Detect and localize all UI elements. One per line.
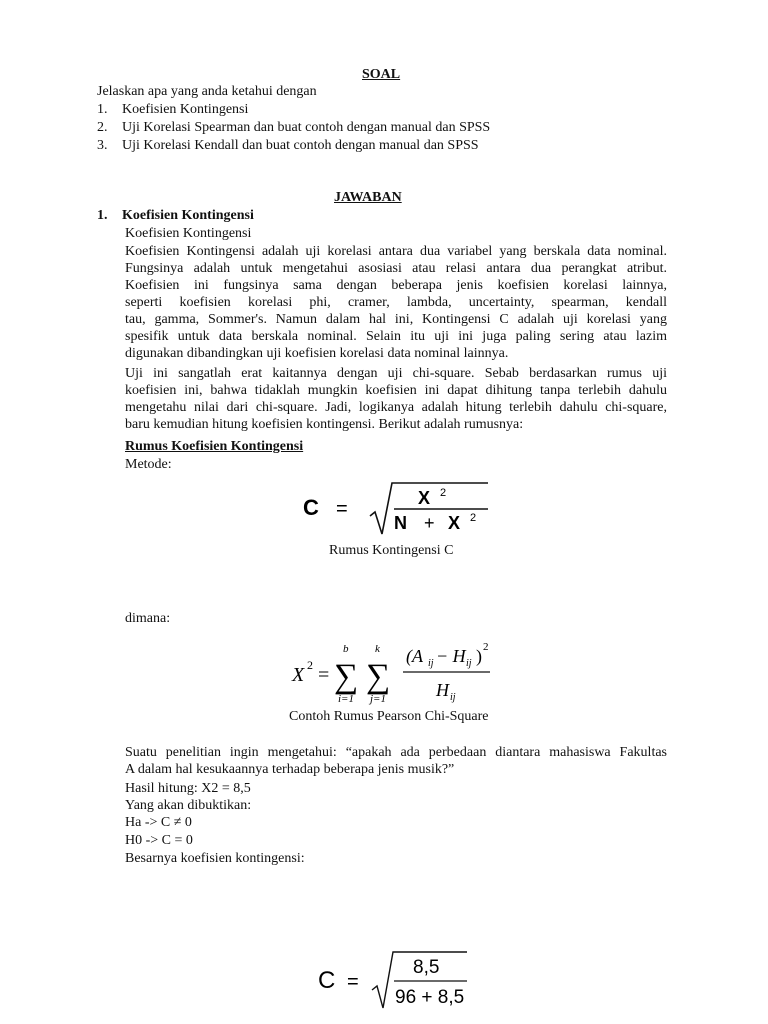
formula3-eq: = xyxy=(347,971,359,993)
paragraph-chi-square xyxy=(125,365,667,433)
soal-title: SOAL xyxy=(362,67,401,82)
p1-line: Koefisien Kontingensi adalah uji korelasi antara dua variabel yang berskala data nominal. xyxy=(125,244,667,259)
soal-item-3: Uji Korelasi Kendall dan buat contoh dengan manual dan SPSS xyxy=(122,138,479,153)
formula2-eq: = xyxy=(318,664,330,686)
caption-chi-square: Contoh Rumus Pearson Chi-Square xyxy=(289,709,489,724)
p1-line: tau, gamma, Sommer's. Namun dalam hal ini, Kontingensi C adalah uji korelasi yang xyxy=(125,312,667,327)
p1-line: Koefisien ini fungsinya sama dengan beberapa jenis koefisien korelasi lainnya, xyxy=(125,278,667,293)
formula-contingency xyxy=(300,478,500,538)
p1-line: digunakan dibandingkan uji koefisien korelasi data nominal lainnya. xyxy=(125,346,509,361)
formula1-den-sup: 2 xyxy=(470,512,477,524)
section-title: Koefisien Kontingensi xyxy=(122,208,254,223)
formula2-den-sub: ij xyxy=(450,692,456,703)
subtitle: Koefisien Kontingensi xyxy=(125,226,252,241)
formula1-den-b: X xyxy=(448,513,461,533)
formula1-den-a: N xyxy=(394,513,407,533)
soal-item-3-num: 3. xyxy=(97,138,108,153)
formula2-num: (A xyxy=(406,646,423,666)
formula2-sum1-top: b xyxy=(343,643,349,655)
formula2-num-sub2: ij xyxy=(466,658,472,669)
soal-item-2: Uji Korelasi Spearman dan buat contoh dengan manual dan SPSS xyxy=(122,120,491,135)
p1-line: Fungsinya adalah untuk mengetahui asosiasi atau relasi antara dua perangkat atribut. xyxy=(125,261,667,276)
p2-line: Uji ini sangatlah erat kaitannya dengan uji chi-square. Sebab berdasarkan rumus uji xyxy=(125,366,667,381)
yang-dibuktikan: Yang akan dibuktikan: xyxy=(125,798,252,813)
formula2-lhs-sup: 2 xyxy=(307,658,313,672)
formula2-num-close: ) xyxy=(476,646,482,666)
formula1-den-op: + xyxy=(424,513,435,533)
hypothesis-ha: Ha -> C ≠ 0 xyxy=(125,815,192,830)
p2-line: baru kemudian hitung koefisien kontingensi. Berikut adalah rumusnya: xyxy=(125,417,524,432)
formula2-sum2: ∑ xyxy=(366,658,391,695)
formula2-num-sub1: ij xyxy=(428,658,434,669)
formula2-sum1: ∑ xyxy=(334,658,359,695)
hasil-hitung: Hasil hitung: X2 = 8,5 xyxy=(125,781,251,796)
formula3-lhs: C xyxy=(318,967,336,994)
formula3-denominator: 96 + 8,5 xyxy=(395,987,465,1008)
formula1-numerator: X xyxy=(418,488,431,508)
soal-intro: Jelaskan apa yang anda ketahui dengan xyxy=(97,84,317,99)
caption-kontingensi: Rumus Kontingensi C xyxy=(329,543,454,558)
formula-result-svg xyxy=(315,946,475,1010)
section-number: 1. xyxy=(97,208,108,223)
hypothesis-h0: H0 -> C = 0 xyxy=(125,833,193,848)
formula1-num-sup: 2 xyxy=(440,487,447,499)
formula2-sum1-bot: i=1 xyxy=(338,693,354,705)
example-line: A dalam hal kesukaannya terhadap beberapa jenis musik?” xyxy=(125,762,455,777)
formula2-den: H xyxy=(436,680,449,700)
formula2-sum2-top: k xyxy=(375,643,380,655)
formula2-sum2-bot: j=1 xyxy=(370,693,386,705)
paragraph-example xyxy=(125,744,667,778)
rumus-heading: Rumus Koefisien Kontingensi xyxy=(125,439,304,454)
formula1-eq: = xyxy=(336,498,348,520)
metode-label: Metode: xyxy=(125,457,172,472)
formula2-num-mid: − H xyxy=(436,646,466,666)
formula-result xyxy=(315,946,475,1010)
p1-line: spesifik untuk data berskala nominal. Selain itu uji ini juga paling sering atau lazim xyxy=(125,329,667,344)
formula3-numerator: 8,5 xyxy=(413,957,440,978)
besarnya-label: Besarnya koefisien kontingensi: xyxy=(125,851,305,866)
soal-item-1: Koefisien Kontingensi xyxy=(122,102,249,117)
formula2-num-sup: 2 xyxy=(483,641,489,653)
formula-chi-square xyxy=(290,636,505,708)
p1-line: seperti koefisien korelasi phi, cramer, lambda, uncertainty, spearman, kendall xyxy=(125,295,667,310)
p2-line: koefisien ini, bahwa tidaklah mungkin koefisien ini dapat dihitung tanpa terlebih dahulu xyxy=(125,383,667,398)
soal-item-1-num: 1. xyxy=(97,102,108,117)
formula2-lhs: X xyxy=(292,664,305,686)
soal-item-2-num: 2. xyxy=(97,120,108,135)
formula-chi-square-svg xyxy=(290,636,505,708)
p2-line: mengetahu nilai dari chi-square. Jadi, logikanya adalah hitung terlebih dahulu chi-square, xyxy=(125,400,667,415)
formula-contingency-svg xyxy=(300,478,500,538)
dimana-label: dimana: xyxy=(125,611,171,626)
formula1-lhs: C xyxy=(303,495,319,520)
paragraph-definition xyxy=(125,243,667,362)
example-line: Suatu penelitian ingin mengetahui: “apakah ada perbedaan diantara mahasiswa Fakultas xyxy=(125,745,667,760)
jawaban-title: JAWABAN xyxy=(334,190,402,205)
